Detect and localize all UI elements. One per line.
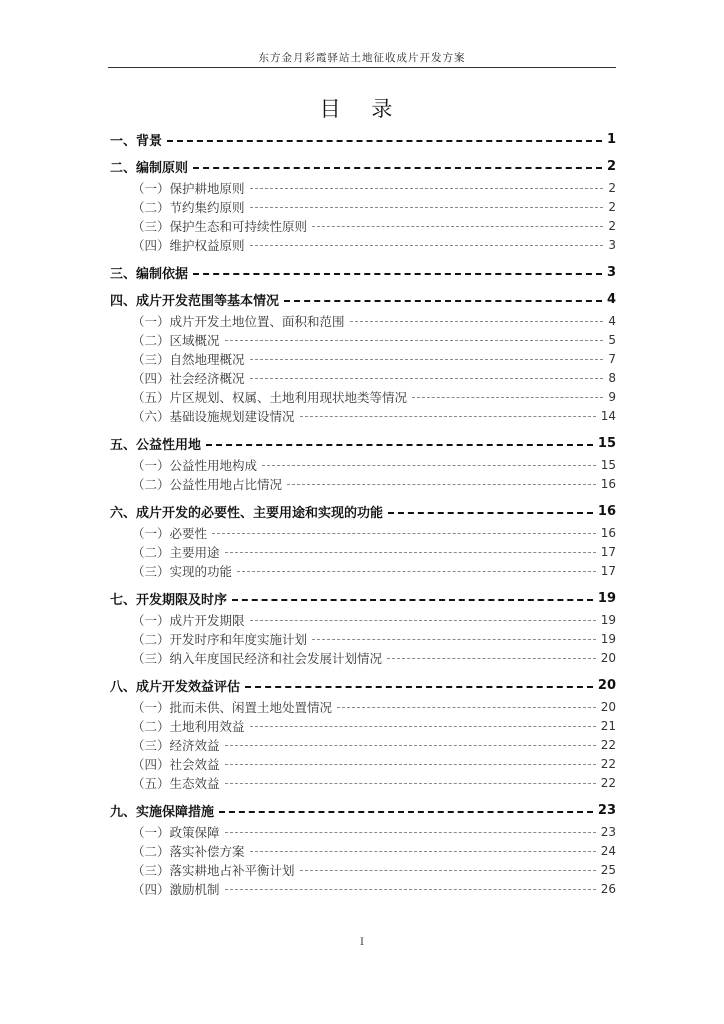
toc-entry-subsection[interactable] xyxy=(110,542,616,561)
toc-section xyxy=(110,432,616,493)
toc-entry-page: 3 xyxy=(608,237,616,252)
toc-title: 目 录 xyxy=(319,97,405,121)
leader-dots xyxy=(250,359,604,360)
page-number: I xyxy=(360,937,364,948)
toc-entry-page: 19 xyxy=(597,591,616,606)
leader-dots xyxy=(412,397,603,398)
leader-dots xyxy=(225,764,596,765)
leader-dots xyxy=(250,245,604,246)
toc-entry-subsection[interactable] xyxy=(110,330,616,349)
toc-entry-subsection[interactable] xyxy=(110,697,616,716)
toc-entry-subsection[interactable] xyxy=(110,629,616,648)
toc-entry-subsection[interactable] xyxy=(110,735,616,754)
toc-entry-page: 5 xyxy=(608,332,616,347)
toc-entry-page: 24 xyxy=(600,843,616,858)
toc-entry-label: （二）区域概况 xyxy=(132,332,220,348)
leader-dots xyxy=(300,416,596,417)
leader-dots xyxy=(284,300,602,302)
toc-entry-page: 17 xyxy=(600,563,616,578)
toc-entry-label: 五、公益性用地 xyxy=(110,438,202,453)
toc-entry-page: 20 xyxy=(597,678,616,693)
toc-section xyxy=(110,128,616,151)
toc-entry-page: 17 xyxy=(600,544,616,559)
leader-dots xyxy=(350,321,604,322)
toc-entry-subsection[interactable] xyxy=(110,716,616,735)
toc-entry-page: 2 xyxy=(608,199,616,214)
toc-entry-label: （二）开发时序和年度实施计划 xyxy=(132,631,308,647)
toc-entry-label: （五）片区规划、权属、土地利用现状地类等情况 xyxy=(132,389,408,405)
toc-entry-page: 7 xyxy=(608,351,616,366)
toc-entry-subsection[interactable] xyxy=(110,860,616,879)
leader-dots xyxy=(287,484,596,485)
toc-entry-label: （一）政策保障 xyxy=(132,824,220,840)
leader-dots xyxy=(312,226,603,227)
toc-entry-label: （二）落实补偿方案 xyxy=(132,843,245,859)
toc-entry-page: 19 xyxy=(600,631,616,646)
toc-entry-subsection[interactable] xyxy=(110,610,616,629)
toc-entry-label: （一）成片开发土地位置、面积和范围 xyxy=(132,313,345,329)
leader-dots xyxy=(337,707,596,708)
toc-entry-section[interactable] xyxy=(110,155,616,178)
toc-entry-subsection[interactable] xyxy=(110,474,616,493)
toc-section xyxy=(110,587,616,667)
toc-entry-label: （一）公益性用地构成 xyxy=(132,457,258,473)
leader-dots xyxy=(250,851,596,852)
toc-entry-label: （五）生态效益 xyxy=(132,775,220,791)
toc-entry-label: （四）激励机制 xyxy=(132,881,220,897)
toc-entry-label: 四、成片开发范围等基本情况 xyxy=(110,294,280,309)
toc-subsection-list xyxy=(110,610,616,667)
toc-entry-page: 22 xyxy=(600,737,616,752)
leader-dots xyxy=(219,811,593,813)
toc-entry-label: （一）保护耕地原则 xyxy=(132,180,245,196)
toc-entry-page: 23 xyxy=(597,803,616,818)
toc-entry-page: 20 xyxy=(600,650,616,665)
toc-entry-subsection[interactable] xyxy=(110,773,616,792)
toc-entry-page: 4 xyxy=(608,313,616,328)
toc-entry-page: 22 xyxy=(600,756,616,771)
toc-entry-label: （一）批而未供、闲置土地处置情况 xyxy=(132,699,333,715)
toc-entry-page: 21 xyxy=(600,718,616,733)
toc-entry-label: （一）必要性 xyxy=(132,525,208,541)
leader-dots xyxy=(250,207,604,208)
toc-entry-label: （四）社会效益 xyxy=(132,756,220,772)
toc-entry-subsection[interactable] xyxy=(110,455,616,474)
header-rule xyxy=(108,67,616,68)
toc-entry-subsection[interactable] xyxy=(110,523,616,542)
leader-dots xyxy=(250,726,596,727)
toc-entry-section[interactable] xyxy=(110,128,616,151)
toc-entry-label: （三）自然地理概况 xyxy=(132,351,245,367)
leader-dots xyxy=(225,745,596,746)
toc-subsection-list xyxy=(110,822,616,898)
toc-entry-section[interactable] xyxy=(110,799,616,822)
toc-entry-page: 15 xyxy=(600,457,616,472)
toc-entry-label: （三）经济效益 xyxy=(132,737,220,753)
toc-entry-subsection[interactable] xyxy=(110,822,616,841)
table-of-contents xyxy=(110,128,616,898)
toc-entry-label: （三）落实耕地占补平衡计划 xyxy=(132,862,295,878)
leader-dots xyxy=(167,140,602,142)
toc-entry-page: 3 xyxy=(606,265,616,280)
toc-entry-page: 26 xyxy=(600,881,616,896)
toc-section xyxy=(110,500,616,580)
toc-entry-label: （一）成片开发期限 xyxy=(132,612,245,628)
toc-entry-page: 16 xyxy=(597,504,616,519)
toc-entry-label: （三）纳入年度国民经济和社会发展计划情况 xyxy=(132,650,383,666)
toc-entry-label: （三）保护生态和可持续性原则 xyxy=(132,218,308,234)
toc-entry-subsection[interactable] xyxy=(110,197,616,216)
leader-dots xyxy=(225,832,596,833)
leader-dots xyxy=(237,571,596,572)
toc-entry-page: 2 xyxy=(606,159,616,174)
leader-dots xyxy=(225,552,596,553)
toc-entry-subsection[interactable] xyxy=(110,387,616,406)
toc-entry-label: 六、成片开发的必要性、主要用途和实现的功能 xyxy=(110,506,384,521)
toc-section xyxy=(110,674,616,792)
toc-entry-page: 19 xyxy=(600,612,616,627)
toc-entry-label: （二）节约集约原则 xyxy=(132,199,245,215)
toc-entry-subsection[interactable] xyxy=(110,841,616,860)
leader-dots xyxy=(262,465,596,466)
leader-dots xyxy=(225,889,596,890)
toc-entry-label: 九、实施保障措施 xyxy=(110,805,215,820)
toc-entry-page: 20 xyxy=(600,699,616,714)
toc-entry-section[interactable] xyxy=(110,288,616,311)
toc-entry-label: 三、编制依据 xyxy=(110,267,189,282)
toc-entry-subsection[interactable] xyxy=(110,235,616,254)
toc-entry-subsection[interactable] xyxy=(110,879,616,898)
toc-entry-section[interactable] xyxy=(110,674,616,697)
toc-entry-subsection[interactable] xyxy=(110,349,616,368)
leader-dots xyxy=(193,273,602,275)
toc-entry-subsection[interactable] xyxy=(110,648,616,667)
leader-dots xyxy=(206,444,593,446)
toc-entry-page: 2 xyxy=(608,180,616,195)
toc-section xyxy=(110,261,616,284)
toc-entry-subsection[interactable] xyxy=(110,311,616,330)
toc-entry-subsection[interactable] xyxy=(110,216,616,235)
leader-dots xyxy=(225,783,596,784)
toc-section xyxy=(110,288,616,425)
toc-subsection-list xyxy=(110,178,616,254)
leader-dots xyxy=(250,378,604,379)
leader-dots xyxy=(212,533,596,534)
toc-section xyxy=(110,155,616,254)
toc-entry-page: 15 xyxy=(597,436,616,451)
toc-entry-page: 4 xyxy=(606,292,616,307)
toc-entry-label: （二）土地利用效益 xyxy=(132,718,245,734)
running-header: 东方金月彩霞驿站土地征收成片开发方案 xyxy=(258,52,466,64)
toc-entry-label: 八、成片开发效益评估 xyxy=(110,680,241,695)
toc-subsection-list xyxy=(110,311,616,425)
toc-entry-label: 二、编制原则 xyxy=(110,161,189,176)
toc-entry-section[interactable] xyxy=(110,587,616,610)
toc-entry-subsection[interactable] xyxy=(110,406,616,425)
toc-entry-label: （三）实现的功能 xyxy=(132,563,233,579)
toc-entry-section[interactable] xyxy=(110,500,616,523)
toc-entry-subsection[interactable] xyxy=(110,561,616,580)
toc-entry-page: 25 xyxy=(600,862,616,877)
toc-entry-page: 2 xyxy=(608,218,616,233)
toc-entry-page: 8 xyxy=(608,370,616,385)
toc-entry-page: 9 xyxy=(608,389,616,404)
leader-dots xyxy=(232,599,593,601)
toc-entry-label: （四）社会经济概况 xyxy=(132,370,245,386)
leader-dots xyxy=(245,686,593,688)
toc-entry-label: （二）公益性用地占比情况 xyxy=(132,476,283,492)
toc-entry-section[interactable] xyxy=(110,261,616,284)
toc-subsection-list xyxy=(110,523,616,580)
leader-dots xyxy=(250,188,604,189)
toc-entry-section[interactable] xyxy=(110,432,616,455)
toc-entry-label: 一、背景 xyxy=(110,134,163,149)
leader-dots xyxy=(312,639,596,640)
leader-dots xyxy=(300,870,596,871)
toc-subsection-list xyxy=(110,697,616,792)
toc-entry-page: 22 xyxy=(600,775,616,790)
toc-entry-label: （四）维护权益原则 xyxy=(132,237,245,253)
toc-entry-page: 23 xyxy=(600,824,616,839)
leader-dots xyxy=(250,620,596,621)
toc-entry-subsection[interactable] xyxy=(110,178,616,197)
toc-entry-page: 1 xyxy=(606,132,616,147)
toc-entry-page: 16 xyxy=(600,476,616,491)
toc-entry-label: （六）基础设施规划建设情况 xyxy=(132,408,295,424)
leader-dots xyxy=(225,340,604,341)
toc-entry-page: 16 xyxy=(600,525,616,540)
toc-entry-page: 14 xyxy=(600,408,616,423)
toc-entry-label: （二）主要用途 xyxy=(132,544,220,560)
toc-section xyxy=(110,799,616,898)
leader-dots xyxy=(193,167,602,169)
toc-subsection-list xyxy=(110,455,616,493)
toc-entry-subsection[interactable] xyxy=(110,368,616,387)
leader-dots xyxy=(387,658,596,659)
leader-dots xyxy=(388,512,593,514)
toc-entry-subsection[interactable] xyxy=(110,754,616,773)
toc-entry-label: 七、开发期限及时序 xyxy=(110,593,228,608)
